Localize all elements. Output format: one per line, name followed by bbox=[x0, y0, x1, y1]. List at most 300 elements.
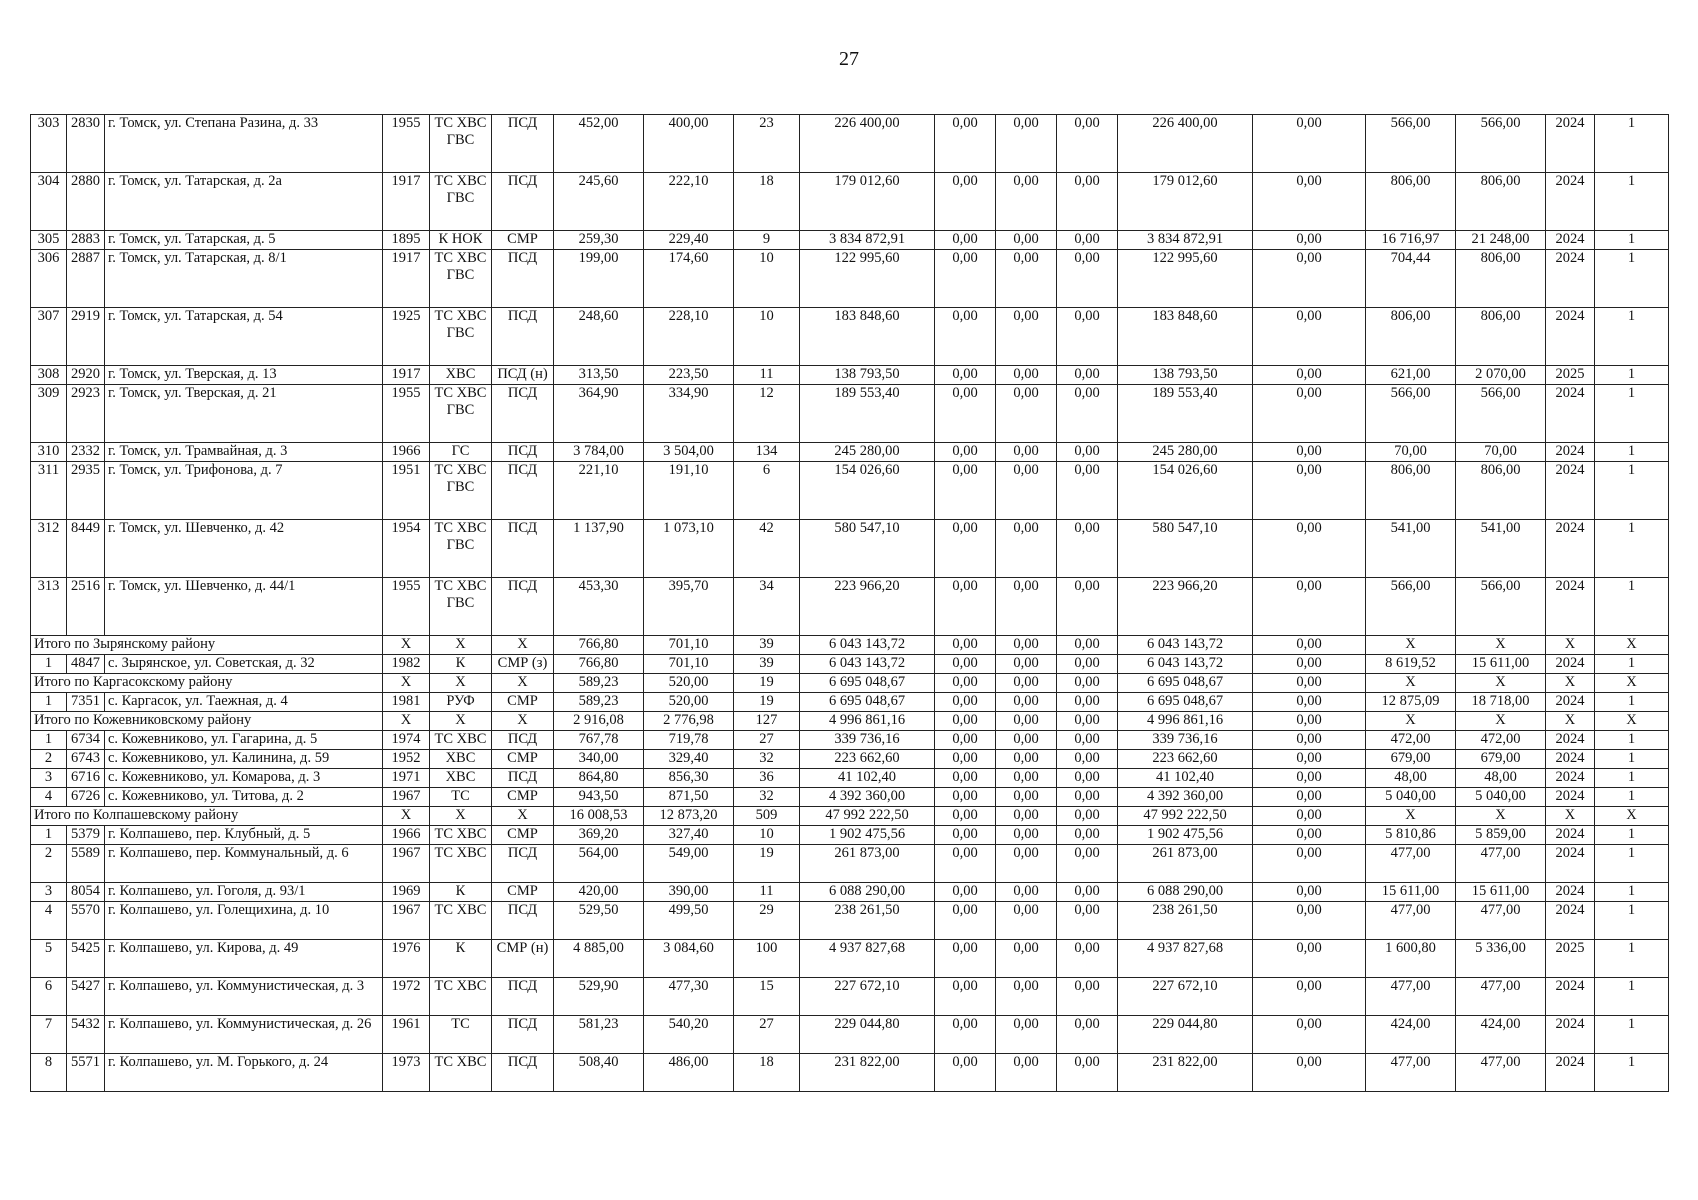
residents: 10 bbox=[734, 250, 800, 308]
living-area: 400,00 bbox=[644, 115, 734, 173]
cost-local: 0,00 bbox=[1057, 636, 1118, 655]
residents: 11 bbox=[734, 883, 800, 902]
cost-other: 0,00 bbox=[1253, 462, 1366, 520]
total-cost: 4 996 861,16 bbox=[800, 712, 935, 731]
planned-year: 2024 bbox=[1546, 883, 1595, 902]
row-number: 1 bbox=[31, 655, 67, 674]
table-row bbox=[31, 693, 1669, 712]
unit-cost: 472,00 bbox=[1366, 731, 1456, 750]
total-cost: 6 043 143,72 bbox=[800, 655, 935, 674]
living-area: 174,60 bbox=[644, 250, 734, 308]
living-area: 229,40 bbox=[644, 231, 734, 250]
total-area: 943,50 bbox=[554, 788, 644, 807]
cost-local: 0,00 bbox=[1057, 1016, 1118, 1054]
systems: ТС ХВС bbox=[430, 978, 492, 1016]
cost-other: 0,00 bbox=[1253, 788, 1366, 807]
work-type: X bbox=[492, 674, 554, 693]
year-built: 1952 bbox=[383, 750, 430, 769]
work-type: ПСД bbox=[492, 462, 554, 520]
total-cost: 47 992 222,50 bbox=[800, 807, 935, 826]
systems: ХВС bbox=[430, 769, 492, 788]
address: г. Колпашево, ул. Гоголя, д. 93/1 bbox=[105, 883, 383, 902]
cost-local: 0,00 bbox=[1057, 173, 1118, 231]
residents: 127 bbox=[734, 712, 800, 731]
address: г. Томск, ул. Тверская, д. 21 bbox=[105, 385, 383, 443]
cost-other: 0,00 bbox=[1253, 115, 1366, 173]
address: г. Томск, ул. Трамвайная, д. 3 bbox=[105, 443, 383, 462]
cost-regional: 0,00 bbox=[996, 788, 1057, 807]
total-cost: 138 793,50 bbox=[800, 366, 935, 385]
cost-federal: 0,00 bbox=[935, 173, 996, 231]
total-area: 767,78 bbox=[554, 731, 644, 750]
planned-year: 2024 bbox=[1546, 1016, 1595, 1054]
residents: 39 bbox=[734, 636, 800, 655]
residents: 18 bbox=[734, 1054, 800, 1092]
work-type: СМР bbox=[492, 788, 554, 807]
address: г. Колпашево, ул. Коммунистическая, д. 26 bbox=[105, 1016, 383, 1054]
max-unit-cost: 15 611,00 bbox=[1456, 883, 1546, 902]
total-area: 3 784,00 bbox=[554, 443, 644, 462]
row-number: 307 bbox=[31, 308, 67, 366]
total-area: 581,23 bbox=[554, 1016, 644, 1054]
address: г. Томск, ул. Татарская, д. 8/1 bbox=[105, 250, 383, 308]
cost-other: 0,00 bbox=[1253, 1016, 1366, 1054]
cost-federal: 0,00 bbox=[935, 231, 996, 250]
residents: 27 bbox=[734, 731, 800, 750]
residents: 11 bbox=[734, 366, 800, 385]
planned-year: 2024 bbox=[1546, 231, 1595, 250]
unit-cost: 704,44 bbox=[1366, 250, 1456, 308]
row-number: 6 bbox=[31, 978, 67, 1016]
cost-local: 0,00 bbox=[1057, 845, 1118, 883]
unit-cost: 424,00 bbox=[1366, 1016, 1456, 1054]
stage: X bbox=[1595, 674, 1669, 693]
cost-owners: 6 695 048,67 bbox=[1118, 674, 1253, 693]
planned-year: 2025 bbox=[1546, 366, 1595, 385]
residents: 29 bbox=[734, 902, 800, 940]
systems: ТС bbox=[430, 788, 492, 807]
systems: ТС ХВС ГВС bbox=[430, 173, 492, 231]
planned-year: X bbox=[1546, 636, 1595, 655]
total-area: 364,90 bbox=[554, 385, 644, 443]
address: г. Колпашево, ул. М. Горького, д. 24 bbox=[105, 1054, 383, 1092]
systems: ТС ХВС ГВС bbox=[430, 578, 492, 636]
planned-year: 2024 bbox=[1546, 1054, 1595, 1092]
stage: 1 bbox=[1595, 115, 1669, 173]
house-id: 4847 bbox=[67, 655, 105, 674]
living-area: 329,40 bbox=[644, 750, 734, 769]
unit-cost: 806,00 bbox=[1366, 173, 1456, 231]
stage: 1 bbox=[1595, 978, 1669, 1016]
work-type: ПСД bbox=[492, 520, 554, 578]
living-area: 3 084,60 bbox=[644, 940, 734, 978]
planned-year: 2024 bbox=[1546, 578, 1595, 636]
unit-cost: 806,00 bbox=[1366, 462, 1456, 520]
residents: 19 bbox=[734, 693, 800, 712]
total-cost: 339 736,16 bbox=[800, 731, 935, 750]
systems: ХВС bbox=[430, 366, 492, 385]
cost-regional: 0,00 bbox=[996, 902, 1057, 940]
year-built: X bbox=[383, 807, 430, 826]
table-row bbox=[31, 978, 1669, 1016]
cost-other: 0,00 bbox=[1253, 366, 1366, 385]
cost-regional: 0,00 bbox=[996, 115, 1057, 173]
address: г. Томск, ул. Татарская, д. 5 bbox=[105, 231, 383, 250]
year-built: 1895 bbox=[383, 231, 430, 250]
systems: ТС bbox=[430, 1016, 492, 1054]
cost-other: 0,00 bbox=[1253, 520, 1366, 578]
year-built: 1971 bbox=[383, 769, 430, 788]
total-cost: 189 553,40 bbox=[800, 385, 935, 443]
work-type: ПСД bbox=[492, 115, 554, 173]
systems: ТС ХВС bbox=[430, 902, 492, 940]
work-type: ПСД bbox=[492, 769, 554, 788]
address: г. Колпашево, ул. Кирова, д. 49 bbox=[105, 940, 383, 978]
stage: 1 bbox=[1595, 655, 1669, 674]
cost-owners: 245 280,00 bbox=[1118, 443, 1253, 462]
row-number: 5 bbox=[31, 940, 67, 978]
address: г. Колпашево, пер. Коммунальный, д. 6 bbox=[105, 845, 383, 883]
table-row bbox=[31, 520, 1669, 578]
cost-federal: 0,00 bbox=[935, 769, 996, 788]
row-number: 8 bbox=[31, 1054, 67, 1092]
stage: 1 bbox=[1595, 750, 1669, 769]
work-type: X bbox=[492, 712, 554, 731]
year-built: 1969 bbox=[383, 883, 430, 902]
cost-other: 0,00 bbox=[1253, 636, 1366, 655]
living-area: 395,70 bbox=[644, 578, 734, 636]
cost-other: 0,00 bbox=[1253, 750, 1366, 769]
unit-cost: X bbox=[1366, 674, 1456, 693]
cost-owners: 238 261,50 bbox=[1118, 902, 1253, 940]
cost-local: 0,00 bbox=[1057, 231, 1118, 250]
cost-owners: 580 547,10 bbox=[1118, 520, 1253, 578]
year-built: 1917 bbox=[383, 250, 430, 308]
total-area: 766,80 bbox=[554, 655, 644, 674]
house-id: 2923 bbox=[67, 385, 105, 443]
table-row bbox=[31, 462, 1669, 520]
residents: 39 bbox=[734, 655, 800, 674]
page-number: 27 bbox=[839, 48, 859, 70]
residents: 6 bbox=[734, 462, 800, 520]
year-built: 1974 bbox=[383, 731, 430, 750]
stage: 1 bbox=[1595, 883, 1669, 902]
total-area: 589,23 bbox=[554, 674, 644, 693]
cost-local: 0,00 bbox=[1057, 788, 1118, 807]
cost-federal: 0,00 bbox=[935, 712, 996, 731]
living-area: 3 504,00 bbox=[644, 443, 734, 462]
total-area: 199,00 bbox=[554, 250, 644, 308]
stage: 1 bbox=[1595, 1054, 1669, 1092]
stage: 1 bbox=[1595, 902, 1669, 940]
row-number: 312 bbox=[31, 520, 67, 578]
max-unit-cost: X bbox=[1456, 807, 1546, 826]
address: г. Колпашево, пер. Клубный, д. 5 bbox=[105, 826, 383, 845]
total-area: 221,10 bbox=[554, 462, 644, 520]
total-area: 453,30 bbox=[554, 578, 644, 636]
total-cost: 179 012,60 bbox=[800, 173, 935, 231]
systems: X bbox=[430, 712, 492, 731]
row-number: 311 bbox=[31, 462, 67, 520]
living-area: 390,00 bbox=[644, 883, 734, 902]
living-area: 191,10 bbox=[644, 462, 734, 520]
max-unit-cost: 21 248,00 bbox=[1456, 231, 1546, 250]
cost-federal: 0,00 bbox=[935, 655, 996, 674]
cost-owners: 1 902 475,56 bbox=[1118, 826, 1253, 845]
house-id: 6716 bbox=[67, 769, 105, 788]
total-cost: 1 902 475,56 bbox=[800, 826, 935, 845]
cost-owners: 226 400,00 bbox=[1118, 115, 1253, 173]
total-area: 340,00 bbox=[554, 750, 644, 769]
cost-local: 0,00 bbox=[1057, 750, 1118, 769]
unit-cost: 541,00 bbox=[1366, 520, 1456, 578]
cost-local: 0,00 bbox=[1057, 769, 1118, 788]
total-area: 420,00 bbox=[554, 883, 644, 902]
residents: 19 bbox=[734, 674, 800, 693]
unit-cost: 8 619,52 bbox=[1366, 655, 1456, 674]
cost-federal: 0,00 bbox=[935, 308, 996, 366]
row-number: 4 bbox=[31, 902, 67, 940]
cost-federal: 0,00 bbox=[935, 636, 996, 655]
house-id: 2919 bbox=[67, 308, 105, 366]
planned-year: 2024 bbox=[1546, 693, 1595, 712]
work-type: ПСД bbox=[492, 578, 554, 636]
stage: 1 bbox=[1595, 443, 1669, 462]
year-built: 1961 bbox=[383, 1016, 430, 1054]
address: с. Зырянское, ул. Советская, д. 32 bbox=[105, 655, 383, 674]
cost-owners: 41 102,40 bbox=[1118, 769, 1253, 788]
unit-cost: 12 875,09 bbox=[1366, 693, 1456, 712]
work-type: X bbox=[492, 807, 554, 826]
cost-regional: 0,00 bbox=[996, 250, 1057, 308]
planned-year: 2024 bbox=[1546, 173, 1595, 231]
cost-owners: 4 937 827,68 bbox=[1118, 940, 1253, 978]
year-built: 1982 bbox=[383, 655, 430, 674]
residents: 32 bbox=[734, 750, 800, 769]
cost-federal: 0,00 bbox=[935, 443, 996, 462]
house-id: 5427 bbox=[67, 978, 105, 1016]
table-row bbox=[31, 250, 1669, 308]
total-cost: 261 873,00 bbox=[800, 845, 935, 883]
total-area: 589,23 bbox=[554, 693, 644, 712]
table-row bbox=[31, 443, 1669, 462]
total-cost: 238 261,50 bbox=[800, 902, 935, 940]
max-unit-cost: 477,00 bbox=[1456, 902, 1546, 940]
house-id: 5571 bbox=[67, 1054, 105, 1092]
year-built: 1967 bbox=[383, 788, 430, 807]
residents: 100 bbox=[734, 940, 800, 978]
cost-federal: 0,00 bbox=[935, 462, 996, 520]
living-area: 549,00 bbox=[644, 845, 734, 883]
cost-local: 0,00 bbox=[1057, 978, 1118, 1016]
systems: К bbox=[430, 655, 492, 674]
stage: 1 bbox=[1595, 520, 1669, 578]
living-area: 486,00 bbox=[644, 1054, 734, 1092]
planned-year: 2024 bbox=[1546, 385, 1595, 443]
row-number: 2 bbox=[31, 750, 67, 769]
table-row bbox=[31, 845, 1669, 883]
cost-local: 0,00 bbox=[1057, 443, 1118, 462]
systems: К bbox=[430, 883, 492, 902]
total-cost: 227 672,10 bbox=[800, 978, 935, 1016]
cost-regional: 0,00 bbox=[996, 826, 1057, 845]
total-cost: 580 547,10 bbox=[800, 520, 935, 578]
living-area: 719,78 bbox=[644, 731, 734, 750]
max-unit-cost: 566,00 bbox=[1456, 578, 1546, 636]
district-total-row bbox=[31, 807, 1669, 826]
stage: 1 bbox=[1595, 1016, 1669, 1054]
unit-cost: 5 040,00 bbox=[1366, 788, 1456, 807]
house-id: 5570 bbox=[67, 902, 105, 940]
planned-year: X bbox=[1546, 674, 1595, 693]
table-row bbox=[31, 731, 1669, 750]
systems: ТС ХВС bbox=[430, 731, 492, 750]
systems: К НОК bbox=[430, 231, 492, 250]
cost-federal: 0,00 bbox=[935, 826, 996, 845]
max-unit-cost: X bbox=[1456, 636, 1546, 655]
unit-cost: 70,00 bbox=[1366, 443, 1456, 462]
row-number: 1 bbox=[31, 731, 67, 750]
cost-local: 0,00 bbox=[1057, 462, 1118, 520]
stage: 1 bbox=[1595, 462, 1669, 520]
stage: 1 bbox=[1595, 173, 1669, 231]
stage: 1 bbox=[1595, 308, 1669, 366]
residents: 12 bbox=[734, 385, 800, 443]
total-cost: 223 966,20 bbox=[800, 578, 935, 636]
max-unit-cost: 48,00 bbox=[1456, 769, 1546, 788]
cost-federal: 0,00 bbox=[935, 940, 996, 978]
table-row bbox=[31, 750, 1669, 769]
cost-regional: 0,00 bbox=[996, 693, 1057, 712]
total-cost: 6 695 048,67 bbox=[800, 674, 935, 693]
house-id: 5589 bbox=[67, 845, 105, 883]
unit-cost: 566,00 bbox=[1366, 115, 1456, 173]
total-area: 529,50 bbox=[554, 902, 644, 940]
year-built: 1951 bbox=[383, 462, 430, 520]
work-type: СМР bbox=[492, 231, 554, 250]
residents: 34 bbox=[734, 578, 800, 636]
house-id: 5379 bbox=[67, 826, 105, 845]
cost-federal: 0,00 bbox=[935, 807, 996, 826]
address: г. Колпашево, ул. Коммунистическая, д. 3 bbox=[105, 978, 383, 1016]
planned-year: 2024 bbox=[1546, 520, 1595, 578]
planned-year: X bbox=[1546, 712, 1595, 731]
address: с. Кожевниково, ул. Гагарина, д. 5 bbox=[105, 731, 383, 750]
table-row bbox=[31, 826, 1669, 845]
address: г. Томск, ул. Тверская, д. 13 bbox=[105, 366, 383, 385]
cost-owners: 6 043 143,72 bbox=[1118, 636, 1253, 655]
stage: 1 bbox=[1595, 788, 1669, 807]
cost-local: 0,00 bbox=[1057, 520, 1118, 578]
house-id: 6726 bbox=[67, 788, 105, 807]
work-type: ПСД bbox=[492, 1054, 554, 1092]
table-row bbox=[31, 655, 1669, 674]
total-cost: 4 392 360,00 bbox=[800, 788, 935, 807]
work-type: ПСД bbox=[492, 250, 554, 308]
work-type: X bbox=[492, 636, 554, 655]
year-built: 1917 bbox=[383, 173, 430, 231]
work-type: СМР bbox=[492, 883, 554, 902]
cost-federal: 0,00 bbox=[935, 1054, 996, 1092]
house-id: 6743 bbox=[67, 750, 105, 769]
max-unit-cost: 806,00 bbox=[1456, 308, 1546, 366]
cost-local: 0,00 bbox=[1057, 115, 1118, 173]
cost-owners: 339 736,16 bbox=[1118, 731, 1253, 750]
cost-other: 0,00 bbox=[1253, 883, 1366, 902]
cost-other: 0,00 bbox=[1253, 655, 1366, 674]
living-area: 477,30 bbox=[644, 978, 734, 1016]
work-type: ПСД bbox=[492, 731, 554, 750]
cost-federal: 0,00 bbox=[935, 578, 996, 636]
house-id: 8054 bbox=[67, 883, 105, 902]
stage: 1 bbox=[1595, 940, 1669, 978]
max-unit-cost: 477,00 bbox=[1456, 978, 1546, 1016]
max-unit-cost: 566,00 bbox=[1456, 385, 1546, 443]
table-row bbox=[31, 366, 1669, 385]
cost-regional: 0,00 bbox=[996, 712, 1057, 731]
cost-regional: 0,00 bbox=[996, 173, 1057, 231]
row-number: 303 bbox=[31, 115, 67, 173]
total-area: 864,80 bbox=[554, 769, 644, 788]
residents: 10 bbox=[734, 826, 800, 845]
systems: ГС bbox=[430, 443, 492, 462]
cost-owners: 227 672,10 bbox=[1118, 978, 1253, 1016]
planned-year: 2024 bbox=[1546, 902, 1595, 940]
living-area: 228,10 bbox=[644, 308, 734, 366]
table-body bbox=[31, 115, 1669, 1092]
living-area: 701,10 bbox=[644, 636, 734, 655]
capital-repair-register-table bbox=[30, 114, 1669, 1092]
planned-year: 2024 bbox=[1546, 462, 1595, 520]
year-built: 1955 bbox=[383, 578, 430, 636]
stage: 1 bbox=[1595, 845, 1669, 883]
planned-year: 2024 bbox=[1546, 115, 1595, 173]
work-type: ПСД bbox=[492, 978, 554, 1016]
row-number: 4 bbox=[31, 788, 67, 807]
house-id: 7351 bbox=[67, 693, 105, 712]
table-row bbox=[31, 231, 1669, 250]
max-unit-cost: 541,00 bbox=[1456, 520, 1546, 578]
address: с. Кожевниково, ул. Комарова, д. 3 bbox=[105, 769, 383, 788]
unit-cost: 1 600,80 bbox=[1366, 940, 1456, 978]
year-built: 1976 bbox=[383, 940, 430, 978]
unit-cost: 566,00 bbox=[1366, 578, 1456, 636]
residents: 19 bbox=[734, 845, 800, 883]
district-total-row bbox=[31, 674, 1669, 693]
work-type: СМР bbox=[492, 693, 554, 712]
systems: ТС ХВС ГВС bbox=[430, 308, 492, 366]
living-area: 856,30 bbox=[644, 769, 734, 788]
cost-other: 0,00 bbox=[1253, 1054, 1366, 1092]
address: г. Колпашево, ул. Голещихина, д. 10 bbox=[105, 902, 383, 940]
house-id: 5432 bbox=[67, 1016, 105, 1054]
systems: X bbox=[430, 636, 492, 655]
unit-cost: 806,00 bbox=[1366, 308, 1456, 366]
planned-year: 2024 bbox=[1546, 769, 1595, 788]
living-area: 222,10 bbox=[644, 173, 734, 231]
address: с. Каргасок, ул. Таежная, д. 4 bbox=[105, 693, 383, 712]
residents: 36 bbox=[734, 769, 800, 788]
cost-owners: 6 088 290,00 bbox=[1118, 883, 1253, 902]
table-row bbox=[31, 940, 1669, 978]
year-built: 1966 bbox=[383, 443, 430, 462]
cost-regional: 0,00 bbox=[996, 231, 1057, 250]
max-unit-cost: 70,00 bbox=[1456, 443, 1546, 462]
total-cost: 4 937 827,68 bbox=[800, 940, 935, 978]
house-id: 2830 bbox=[67, 115, 105, 173]
cost-local: 0,00 bbox=[1057, 1054, 1118, 1092]
row-number: 7 bbox=[31, 1016, 67, 1054]
